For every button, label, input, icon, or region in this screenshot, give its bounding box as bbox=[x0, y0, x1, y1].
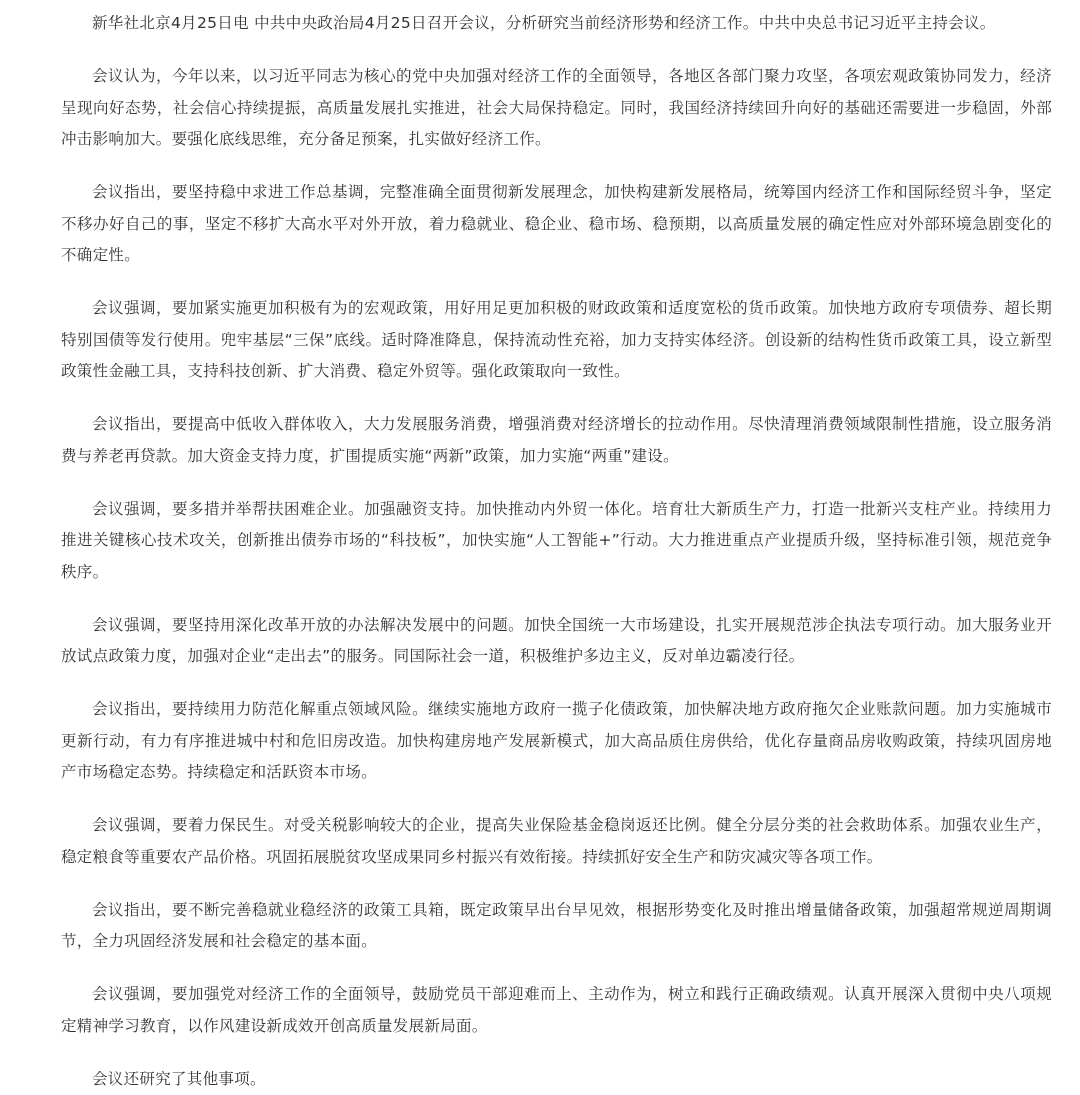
paragraph-economic-assessment: 会议认为，今年以来，以习近平同志为核心的党中央加强对经济工作的全面领导，各地区各部门聚力攻坚，各项宏观政策协同发力，经济呈现向好态势，社会信心持续提振，高质量发展扎实推进，社会大局保持稳定。同时，我国经济持续回升向好的基础还需要进一步稳固，外部冲击影响加大。要强化底线思维，充分备足预案，扎实做好经济工作。 bbox=[61, 61, 1052, 156]
paragraph-livelihood: 会议强调，要着力保民生。对受关税影响较大的企业，提高失业保险基金稳岗返还比例。健全分层分类的社会救助体系。加强农业生产，稳定粮食等重要农产品价格。巩固拓展脱贫攻坚成果同乡村振兴有效衔接。持续抓好安全生产和防灾减灾等各项工作。 bbox=[61, 810, 1052, 873]
paragraph-enterprise-support: 会议强调，要多措并举帮扶困难企业。加强融资支持。加快推动内外贸一体化。培育壮大新质生产力，打造一批新兴支柱产业。持续用力推进关键核心技术攻关，创新推出债券市场的“科技板”，加快实施“人工智能+”行动。大力推进重点产业提质升级，坚持标准引领，规范竞争秩序。 bbox=[61, 494, 1052, 589]
paragraph-reform-opening: 会议强调，要坚持用深化改革开放的办法解决发展中的问题。加快全国统一大市场建设，扎实开展规范涉企执法专项行动。加大服务业开放试点政策力度，加强对企业“走出去”的服务。同国际社会一道，积极维护多边主义，反对单边霸凌行径。 bbox=[61, 610, 1052, 673]
paragraph-other-matters: 会议还研究了其他事项。 bbox=[61, 1064, 1052, 1095]
paragraph-dateline: 新华社北京4月25日电 中共中央政治局4月25日召开会议，分析研究当前经济形势和经济工作。中共中央总书记习近平主持会议。 bbox=[61, 8, 1052, 40]
paragraph-policy-toolbox: 会议指出，要不断完善稳就业稳经济的政策工具箱，既定政策早出台早见效，根据形势变化及时推出增量储备政策，加强超常规逆周期调节，全力巩固经济发展和社会稳定的基本面。 bbox=[61, 895, 1052, 958]
paragraph-consumption: 会议指出，要提高中低收入群体收入，大力发展服务消费，增强消费对经济增长的拉动作用。尽快清理消费领域限制性措施，设立服务消费与养老再贷款。加大资金支持力度，扩围提质实施“两新”政策，加力实施“两重”建设。 bbox=[61, 409, 1052, 472]
paragraph-risk-prevention: 会议指出，要持续用力防范化解重点领域风险。继续实施地方政府一揽子化债政策，加快解决地方政府拖欠企业账款问题。加力实施城市更新行动，有力有序推进城中村和危旧房改造。加快构建房地产发展新模式，加大高品质住房供给，优化存量商品房收购政策，持续巩固房地产市场稳定态势。持续稳定和活跃资本市场。 bbox=[61, 694, 1052, 789]
paragraph-party-leadership: 会议强调，要加强党对经济工作的全面领导，鼓励党员干部迎难而上、主动作为，树立和践行正确政绩观。认真开展深入贯彻中央八项规定精神学习教育，以作风建设新成效开创高质量发展新局面。 bbox=[61, 979, 1052, 1042]
paragraph-macro-policy: 会议强调，要加紧实施更加积极有为的宏观政策，用好用足更加积极的财政政策和适度宽松的货币政策。加快地方政府专项债券、超长期特别国债等发行使用。兜牢基层“三保”底线。适时降准降息，保持流动性充裕，加力支持实体经济。创设新的结构性货币政策工具，设立新型政策性金融工具，支持科技创新、扩大消费、稳定外贸等。强化政策取向一致性。 bbox=[61, 293, 1052, 388]
paragraph-general-principle: 会议指出，要坚持稳中求进工作总基调，完整准确全面贯彻新发展理念，加快构建新发展格局，统筹国内经济工作和国际经贸斗争，坚定不移办好自己的事，坚定不移扩大高水平对外开放，着力稳就业、稳企业、稳市场、稳预期，以高质量发展的确定性应对外部环境急剧变化的不确定性。 bbox=[61, 177, 1052, 272]
